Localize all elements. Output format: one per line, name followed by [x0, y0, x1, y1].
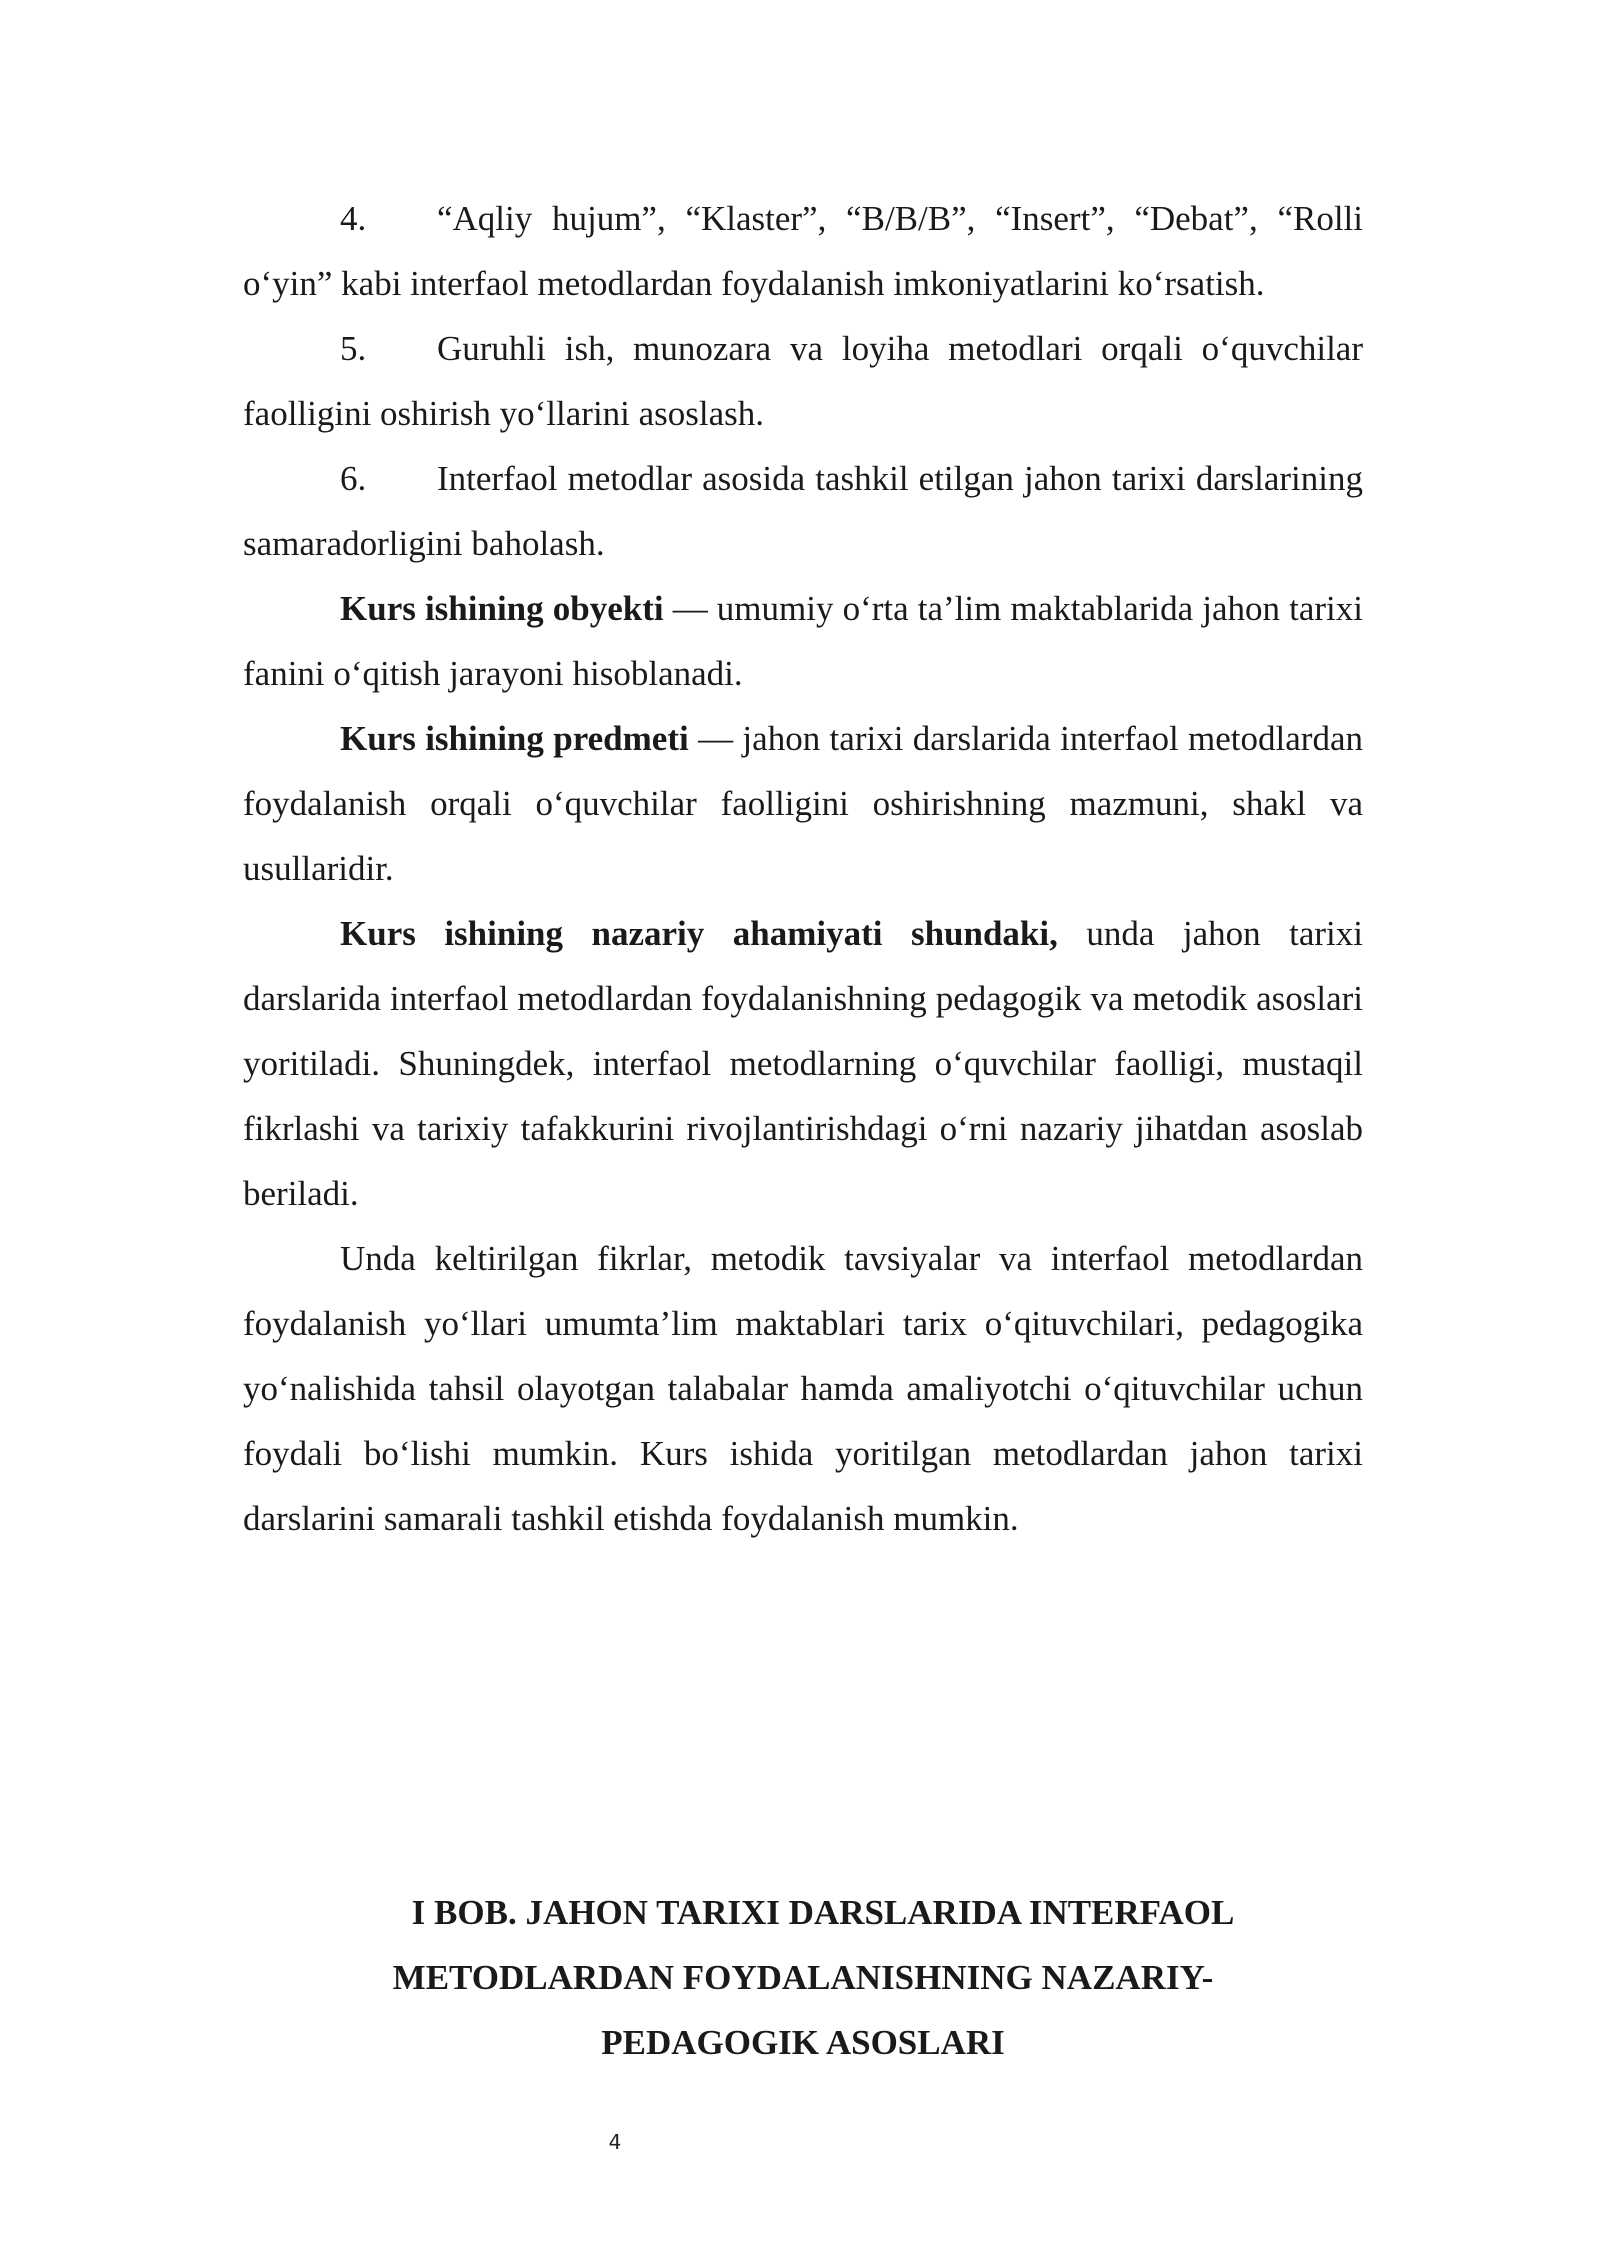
list-item-5: [243, 316, 1363, 446]
chapter-heading-line-3: PEDAGOGIK ASOSLARI: [601, 2023, 1005, 2062]
chapter-heading: [243, 1880, 1363, 2075]
document-body: [243, 186, 1363, 1551]
list-item-text: “Aqliy hujum”, “Klaster”, “B/B/B”, “Insert”, “Debat”, “Rolli o‘yin” kabi interfaol metodlardan foydalanish imkoniyatlarini ko‘rsatish.: [243, 199, 1363, 303]
list-number: 5.: [340, 329, 367, 368]
list-item-text: Interfaol metodlar asosida tashkil etilgan jahon tarixi darslarining samaradorligini baholash.: [243, 459, 1363, 563]
page-number: 4: [608, 2130, 622, 2154]
significance-text: unda jahon tarixi darslarida interfaol metodlardan foydalanishning pedagogik va metodik asoslari yoritiladi. Shuningdek, interfaol metodlarning o‘quvchilar faolligi, mustaqil fikrlashi va tarixiy tafakkurini rivojlantirishdagi o‘rni nazariy jihatdan asoslab beriladi.: [243, 914, 1363, 1213]
list-item-6: [243, 446, 1363, 576]
paragraph-subject: [243, 706, 1363, 901]
paragraph-practical: Unda keltirilgan fikrlar, metodik tavsiyalar va interfaol metodlardan foydalanish yo‘llari umumta’lim maktablari tarix o‘qituvchilari, pedagogika yo‘nalishida tahsil olayotgan talabalar hamda amaliyotchi o‘qituvchilar uchun foydali bo‘lishi mumkin. Kurs ishida yoritilgan metodlardan jahon tarixi darslarini samarali tashkil etishda foydalanish mumkin.: [243, 1239, 1363, 1538]
significance-term: Kurs ishining nazariy ahamiyati shundaki,: [340, 914, 1058, 953]
list-item-text: Guruhli ish, munozara va loyiha metodlari orqali o‘quvchilar faolligini oshirish yo‘llarini asoslash.: [243, 329, 1363, 433]
object-term: Kurs ishining obyekti: [340, 589, 664, 628]
list-item-4: [243, 186, 1363, 316]
chapter-heading-line-2: METODLARDAN FOYDALANISHNING NAZARIY-: [392, 1958, 1214, 1997]
subject-term: Kurs ishining predmeti: [340, 719, 689, 758]
chapter-heading-line-1: I BOB. JAHON TARIXI DARSLARIDA INTERFAOL: [411, 1893, 1235, 1932]
paragraph-significance: [243, 901, 1363, 1226]
list-number: 4.: [340, 199, 367, 238]
subject-text: — jahon tarixi darslarida interfaol metodlardan foydalanish orqali o‘quvchilar faolligini oshirishning mazmuni, shakl va usullaridir.: [243, 719, 1363, 888]
object-text: — umumiy o‘rta ta’lim maktablarida jahon tarixi fanini o‘qitish jarayoni hisoblanadi.: [243, 589, 1363, 693]
list-number: 6.: [340, 459, 367, 498]
paragraph-object: [243, 576, 1363, 706]
